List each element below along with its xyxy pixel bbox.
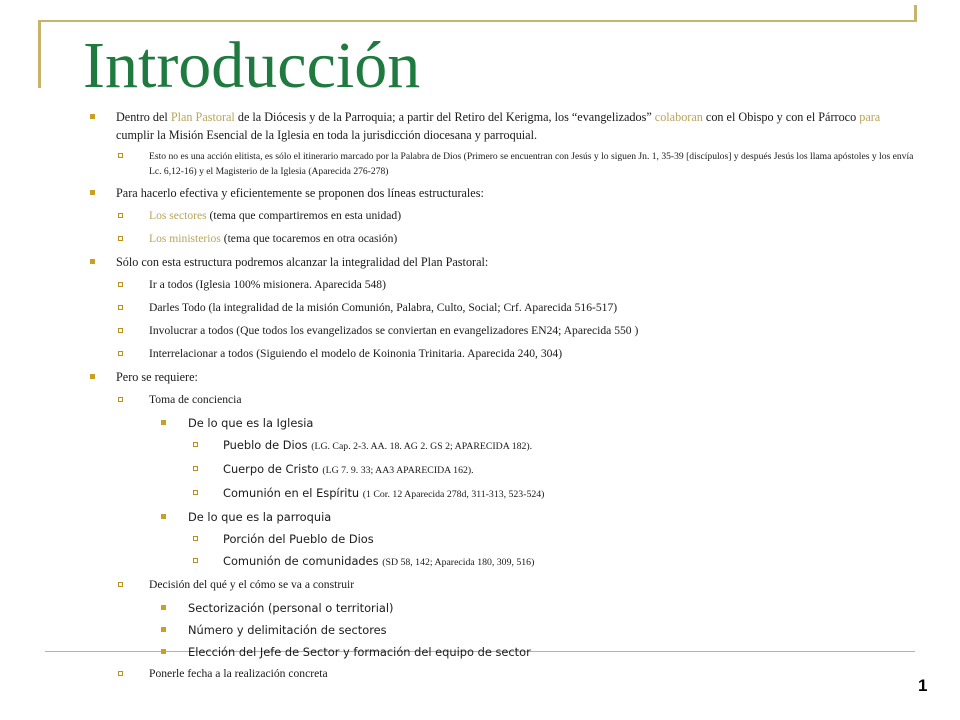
list-item: Sectorización (personal o territorial) bbox=[88, 599, 918, 617]
bullet-square-icon bbox=[161, 605, 166, 610]
bullet-hollow-square-icon bbox=[118, 282, 123, 287]
bullet-hollow-square-icon bbox=[193, 442, 198, 447]
slide-title: Introducción bbox=[83, 29, 421, 102]
bullet-hollow-square-icon bbox=[118, 328, 123, 333]
top-decorative-line bbox=[38, 20, 916, 22]
sub-bullet-fecha: Ponerle fecha a la realización concreta bbox=[88, 665, 918, 683]
bullet-hollow-square-icon bbox=[118, 397, 123, 402]
bullet-square-icon bbox=[161, 627, 166, 632]
bullet-hollow-square-icon bbox=[118, 213, 123, 218]
bullet-square-icon bbox=[90, 374, 95, 379]
bullet-integralidad: Sólo con esta estructura podremos alcanzar la integralidad del Plan Pastoral: bbox=[88, 253, 918, 271]
bullet-hollow-square-icon bbox=[193, 536, 198, 541]
bullet-hollow-square-icon bbox=[118, 671, 123, 676]
bullet-hollow-square-icon bbox=[193, 466, 198, 471]
sub-bullet-ministerios: Los ministerios (tema que tocaremos en otra ocasión) bbox=[88, 230, 918, 248]
list-item: Ir a todos (Iglesia 100% misionera. Aparecida 548) bbox=[88, 276, 918, 294]
page-number: 1 bbox=[918, 676, 928, 695]
bullet-square-icon bbox=[161, 514, 166, 519]
highlight-plan-pastoral: Plan Pastoral bbox=[170, 110, 235, 124]
list-item: Comunión en el Espíritu (1 Cor. 12 Aparecida 278d, 311-313, 523-524) bbox=[88, 484, 918, 504]
slide-content bbox=[88, 108, 918, 688]
highlight-colaboran: colaboran bbox=[654, 110, 703, 124]
bullet-plan-pastoral: Dentro del Plan Pastoral de la Diócesis y de la Parroquia; a partir del Retiro del Kerigma, los “evangelizados” colaboran con el Obispo y con el Párroco para cumplir la Misión Esencial de la Iglesia en toda la jurisdicción diocesana y parroquial. bbox=[88, 108, 918, 144]
list-item: Porción del Pueblo de Dios bbox=[88, 530, 918, 548]
list-item: Elección del Jefe de Sector y formación del equipo de sector bbox=[88, 643, 918, 661]
bullet-hollow-square-icon bbox=[193, 558, 198, 563]
bullet-square-icon bbox=[90, 190, 95, 195]
sub-bullet-accion-elitista: Esto no es una acción elitista, es sólo el itinerario marcado por la Palabra de Dios (Primero se encuentran con Jesús y lo siguen Jn. 1, 35-39 [discípulos] y después Jesús los llama apóstoles y los envía Lc. 6,12-16) y el Magisterio de la Iglesia (Aparecida 276-278) bbox=[88, 149, 918, 179]
bullet-hollow-square-icon bbox=[118, 582, 123, 587]
bullet-square-icon bbox=[161, 649, 166, 654]
list-item: Interrelacionar a todos (Siguiendo el modelo de Koinonia Trinitaria. Aparecida 240, 304) bbox=[88, 345, 918, 363]
bullet-hollow-square-icon bbox=[118, 236, 123, 241]
highlight-para: para bbox=[859, 110, 881, 124]
sub-bullet-toma-conciencia: Toma de conciencia bbox=[88, 391, 918, 409]
bullet-iglesia: De lo que es la Iglesia bbox=[88, 414, 918, 432]
bullet-square-icon bbox=[161, 420, 166, 425]
sub-bullet-decision: Decisión del qué y el cómo se va a construir bbox=[88, 576, 918, 594]
list-item: Número y delimitación de sectores bbox=[88, 621, 918, 639]
bullet-lineas-estructurales: Para hacerlo efectiva y eficientemente se proponen dos líneas estructurales: bbox=[88, 184, 918, 202]
bullet-hollow-square-icon bbox=[118, 153, 123, 158]
bullet-hollow-square-icon bbox=[118, 305, 123, 310]
left-decorative-line bbox=[38, 20, 41, 88]
bullet-square-icon bbox=[90, 259, 95, 264]
right-decorative-line bbox=[914, 5, 917, 22]
bullet-square-icon bbox=[90, 114, 95, 119]
bullet-se-requiere: Pero se requiere: bbox=[88, 368, 918, 386]
list-item: Involucrar a todos (Que todos los evangelizados se conviertan en evangelizadores EN24; Aparecida 550 ) bbox=[88, 322, 918, 340]
list-item: Comunión de comunidades (SD 58, 142; Aparecida 180, 309, 516) bbox=[88, 552, 918, 572]
list-item: Darles Todo (la integralidad de la misión Comunión, Palabra, Culto, Social; Crf. Aparecida 516-517) bbox=[88, 299, 918, 317]
list-item: Cuerpo de Cristo (LG 7. 9. 33; AA3 APARECIDA 162). bbox=[88, 460, 918, 480]
bullet-hollow-square-icon bbox=[193, 490, 198, 495]
sub-bullet-sectores: Los sectores (tema que compartiremos en esta unidad) bbox=[88, 207, 918, 225]
bullet-hollow-square-icon bbox=[118, 351, 123, 356]
bullet-parroquia: De lo que es la parroquia bbox=[88, 508, 918, 526]
list-item: Pueblo de Dios (LG. Cap. 2-3. AA. 18. AG 2. GS 2; APARECIDA 182). bbox=[88, 436, 918, 456]
